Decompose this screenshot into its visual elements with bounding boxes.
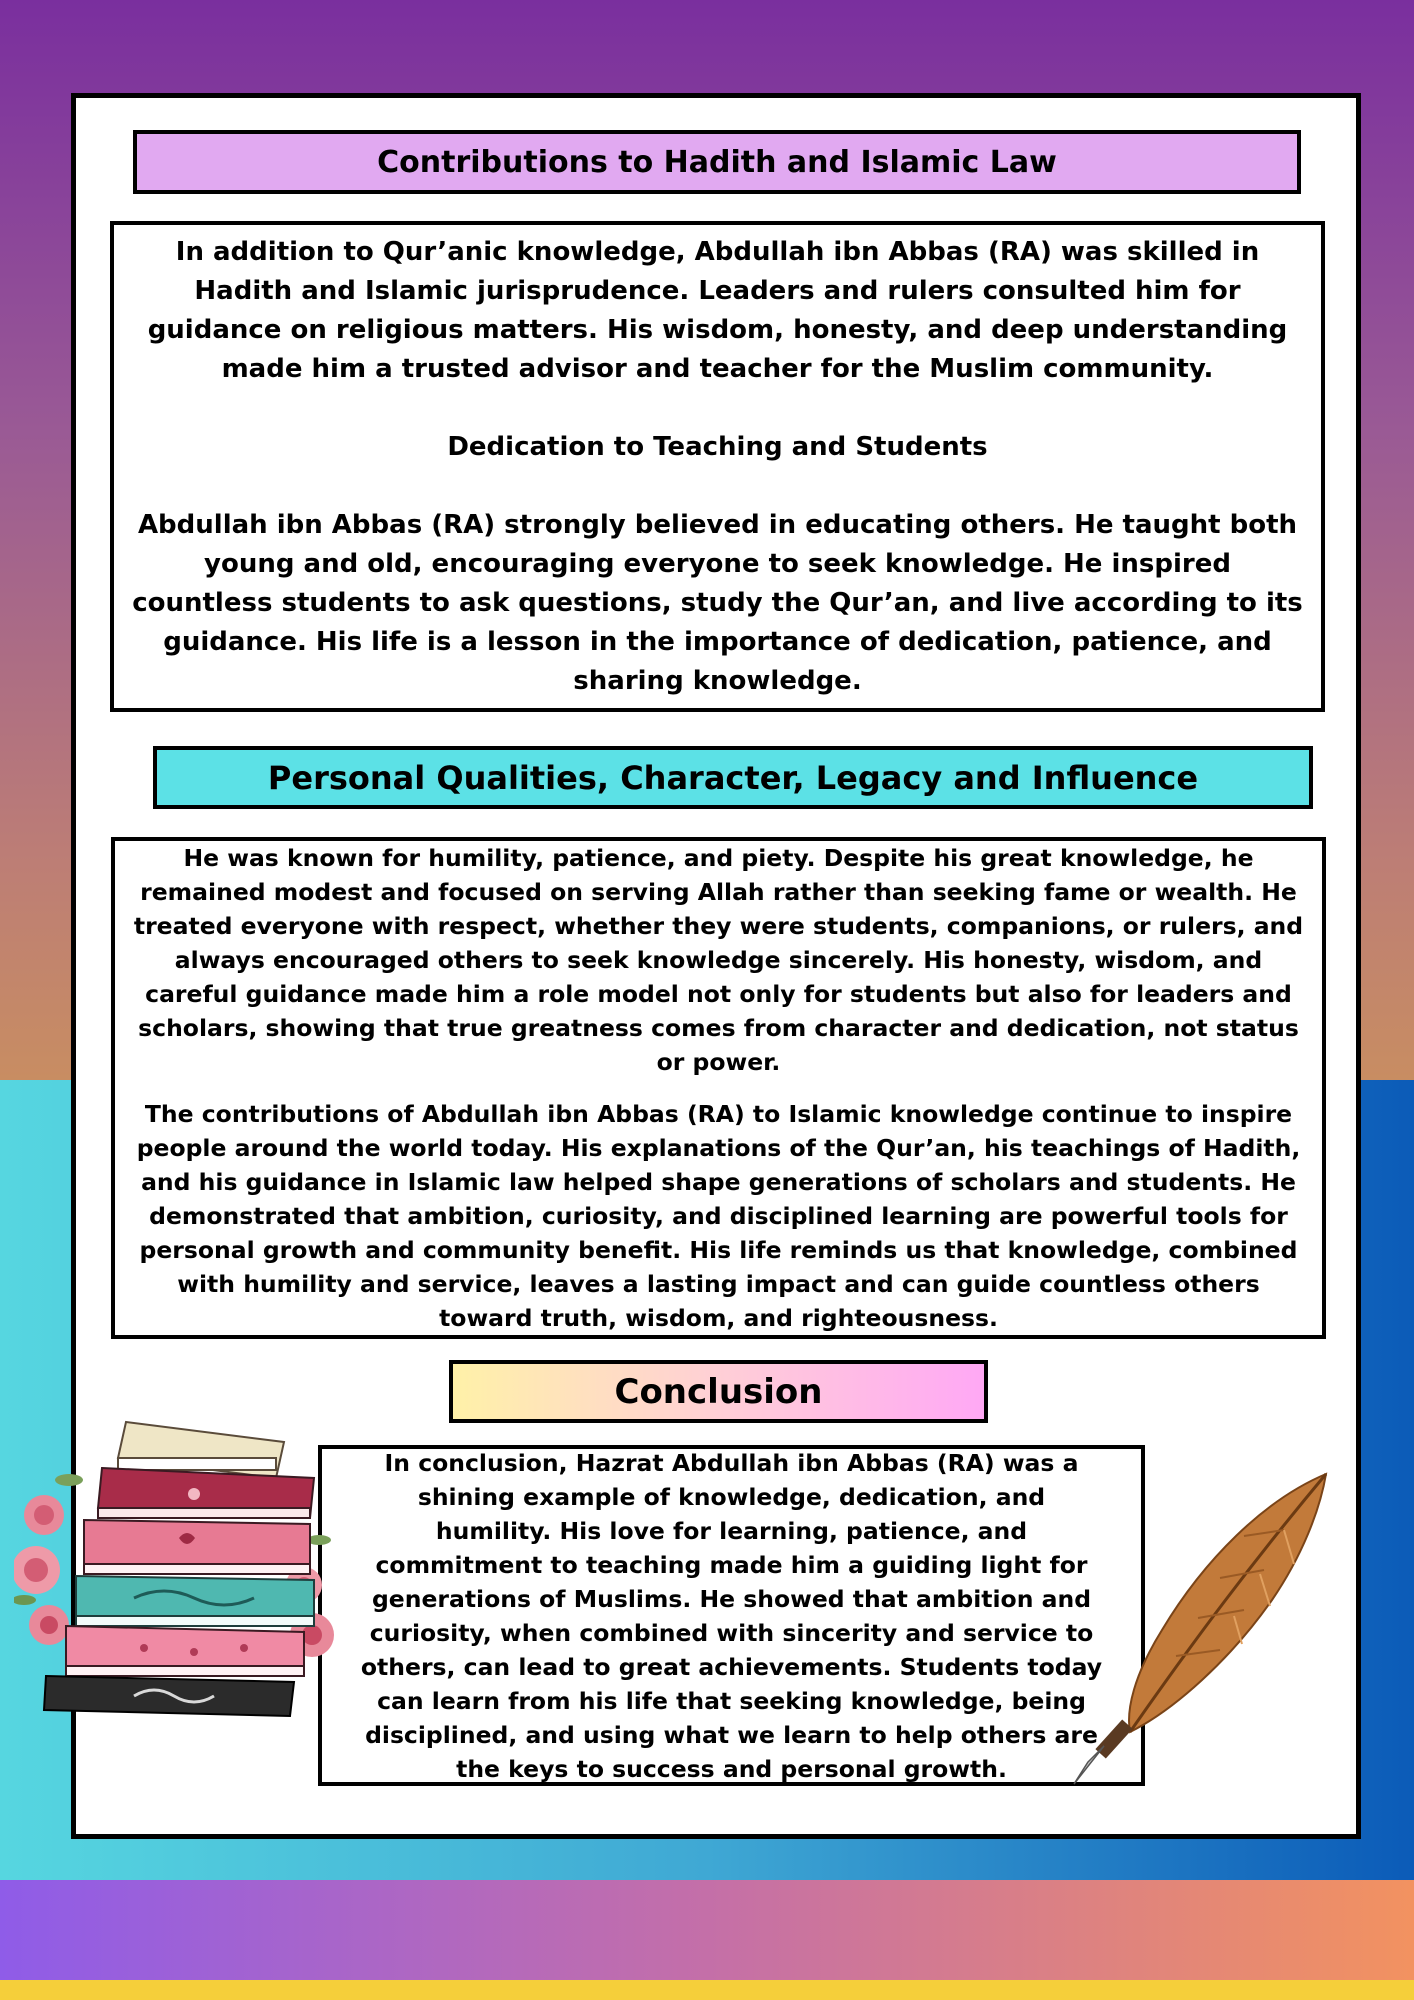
background-bottom-gradient <box>0 1880 1414 1980</box>
book-light-pink <box>66 1626 304 1676</box>
teaching-paragraph: Abdullah ibn Abbas (RA) strongly believed in educating others. He taught both young and old, encouraging everyone to seek knowledge. He inspired countless students to ask questions, study the Qur’an, and live according to its guidance. His life is a lesson in the importance of dedication, patience, and sharing knowledge. <box>132 509 1303 696</box>
book-maroon <box>98 1468 314 1518</box>
heading-conclusion: Conclusion <box>449 1360 988 1423</box>
hadith-paragraph: In addition to Qur’anic knowledge, Abdullah ibn Abbas (RA) was skilled in Hadith and Islamic jurisprudence. Leaders and rulers consulted him for guidance on religious matters. His wisdom, honesty, and deep understanding made him a trusted advisor and teacher for the Muslim community. <box>147 236 1288 384</box>
heading-hadith-islamic-law: Contributions to Hadith and Islamic Law <box>133 130 1301 194</box>
qualities-paragraph: He was known for humility, patience, and piety. Despite his great knowledge, he remained modest and focused on serving Allah rather than seeking fame or wealth. He treated everyone with respect, whether they were students, companions, or rulers, and always encouraged others to seek knowledge sincerely. His honesty, wisdom, and careful guidance made him a role model not only for students but also for leaders and scholars, showing that true greatness comes from character and dedication, not status or power. <box>133 844 1304 1076</box>
qualities-text-box <box>111 837 1326 1339</box>
conclusion-paragraph: In conclusion, Hazrat Abdullah ibn Abbas (RA) was a shining example of knowledge, dedication, and humility. His love for learning, patience, and commitment to teaching made him a guiding light for generations of Muslims. He showed that ambition and curiosity, when combined with sincerity and service to others, can lead to great achievements. Students today can learn from his life that seeking knowledge, being disciplined, and using what we learn to help others are the keys to success and personal growth. <box>360 1448 1103 1783</box>
feather-quill-pen-icon <box>1034 1470 1330 1788</box>
background-yellow-strip <box>0 1980 1414 2000</box>
book-pink <box>84 1520 310 1574</box>
heading-personal-qualities: Personal Qualities, Character, Legacy and Influence <box>153 746 1313 809</box>
legacy-paragraph: The contributions of Abdullah ibn Abbas (RA) to Islamic knowledge continue to inspire people around the world today. His explanations of the Qur’an, his teachings of Hadith, and his guidance in Islamic law helped shape generations of scholars and students. He demonstrated that ambition, curiosity, and disciplined learning are powerful tools for personal growth and community benefit. His life reminds us that knowledge, combined with humility and service, leaves a lasting impact and can guide countless others toward truth, wisdom, and righteousness. <box>136 1100 1301 1332</box>
hadith-text-box <box>110 221 1325 712</box>
teaching-subheading: Dedication to Teaching and Students <box>447 431 988 462</box>
book-black <box>44 1676 294 1716</box>
rose-cluster-left-icon <box>14 1474 83 1645</box>
conclusion-text-box <box>318 1445 1145 1786</box>
book-stack-with-roses-icon <box>14 1420 336 1718</box>
book-teal <box>76 1576 314 1626</box>
